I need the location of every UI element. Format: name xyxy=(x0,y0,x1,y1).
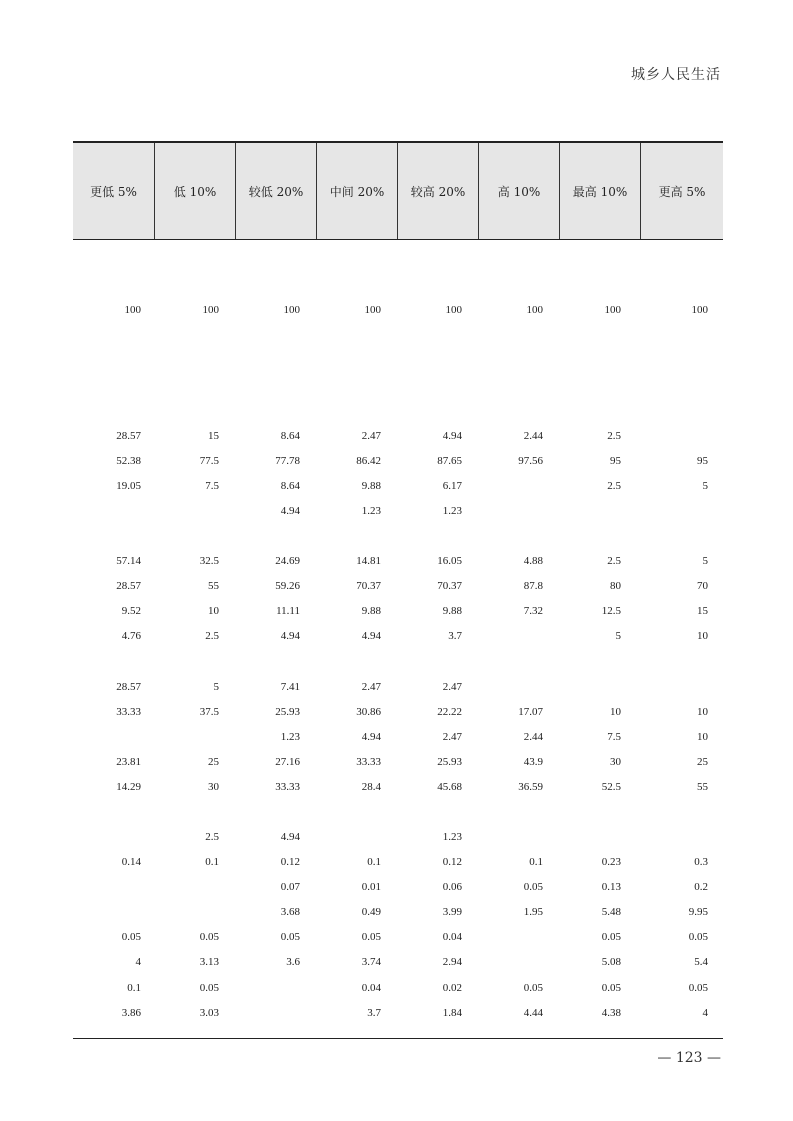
table-cell: 27.16 xyxy=(275,756,300,768)
column-header: 更高 5% xyxy=(658,184,706,199)
table-cell xyxy=(149,501,219,521)
table-cell: 3.68 xyxy=(280,906,300,918)
table-cell: 5.48 xyxy=(601,906,621,918)
table-cell: 0.04 xyxy=(442,931,462,943)
table-cell: 2.5 xyxy=(205,831,219,843)
table-cell xyxy=(473,677,543,697)
table-cell: 28.57 xyxy=(116,681,141,693)
table-cell: 9.88 xyxy=(361,605,381,617)
table-cell: 4 xyxy=(135,956,141,968)
table-cell: 0.1 xyxy=(205,856,219,868)
table-cell: 33.33 xyxy=(275,781,300,793)
table-cell xyxy=(473,626,543,646)
table-cell: 57.14 xyxy=(116,555,141,567)
table-cell: 32.5 xyxy=(199,555,219,567)
table-row xyxy=(73,426,723,446)
table-cell: 0.3 xyxy=(694,856,708,868)
table-cell: 0.05 xyxy=(199,931,219,943)
table-cell: 80 xyxy=(610,580,621,592)
table-cell: 4.94 xyxy=(280,505,300,517)
table-cell: 5 xyxy=(615,630,621,642)
table-row xyxy=(73,551,723,571)
table-cell: 8.64 xyxy=(280,480,300,492)
table-cell: 3.7 xyxy=(367,1007,381,1019)
table-cell: 3.74 xyxy=(361,956,381,968)
table-cell: 3.86 xyxy=(121,1007,141,1019)
table-row xyxy=(73,626,723,646)
column-header: 最高 10% xyxy=(560,143,641,239)
table-cell: 8.64 xyxy=(280,430,300,442)
table-cell: 87.8 xyxy=(523,580,543,592)
table-cell xyxy=(638,677,708,697)
table-row xyxy=(73,852,723,872)
column-header: 高 10% xyxy=(479,143,560,239)
table-bottom-rule xyxy=(73,1038,723,1039)
table-cell: 45.68 xyxy=(437,781,462,793)
table-cell: 1.23 xyxy=(442,505,462,517)
table-cell: 0.1 xyxy=(529,856,543,868)
table-cell: 4.94 xyxy=(280,831,300,843)
running-header-title: 城乡人民生活 xyxy=(631,67,721,83)
table-cell: 3.7 xyxy=(448,630,462,642)
table-cell: 1.23 xyxy=(280,731,300,743)
table-cell: 28.57 xyxy=(116,580,141,592)
table-cell: 100 xyxy=(445,304,462,316)
table-cell: 9.88 xyxy=(442,605,462,617)
table-cell: 100 xyxy=(283,304,300,316)
table-cell: 9.52 xyxy=(121,605,141,617)
table-cell: 52.38 xyxy=(116,455,141,467)
table-cell xyxy=(311,827,381,847)
table-cell: 2.94 xyxy=(442,956,462,968)
table-cell: 0.05 xyxy=(601,931,621,943)
table-cell: 2.47 xyxy=(361,681,381,693)
table-cell: 95 xyxy=(697,455,708,467)
table-cell: 0.14 xyxy=(121,856,141,868)
table-cell: 0.2 xyxy=(694,881,708,893)
table-cell: 30.86 xyxy=(356,706,381,718)
table-cell: 2.5 xyxy=(607,480,621,492)
table-cell: 97.56 xyxy=(518,455,543,467)
table-cell: 30 xyxy=(610,756,621,768)
table-cell xyxy=(149,727,219,747)
table-cell: 9.95 xyxy=(688,906,708,918)
table-cell: 0.05 xyxy=(688,931,708,943)
table-header-row xyxy=(73,141,723,240)
column-header: 低 10% xyxy=(155,143,236,239)
table-cell: 25.93 xyxy=(437,756,462,768)
table-cell: 14.29 xyxy=(116,781,141,793)
table-cell: 0.04 xyxy=(361,982,381,994)
table-cell xyxy=(638,501,708,521)
table-cell xyxy=(71,727,141,747)
table-cell: 0.05 xyxy=(199,982,219,994)
table-cell xyxy=(71,501,141,521)
table-cell: 0.05 xyxy=(523,881,543,893)
table-cell: 23.81 xyxy=(116,756,141,768)
table-cell: 25.93 xyxy=(275,706,300,718)
table-row xyxy=(73,752,723,772)
table-cell: 0.05 xyxy=(688,982,708,994)
table-cell: 4.94 xyxy=(442,430,462,442)
table-cell xyxy=(473,476,543,496)
table-cell xyxy=(551,827,621,847)
table-cell: 0.23 xyxy=(601,856,621,868)
table-cell: 55 xyxy=(697,781,708,793)
table-cell: 2.47 xyxy=(442,731,462,743)
table-cell: 28.4 xyxy=(361,781,381,793)
table-cell: 2.5 xyxy=(607,430,621,442)
table-cell: 1.23 xyxy=(442,831,462,843)
table-cell: 16.05 xyxy=(437,555,462,567)
table-cell: 10 xyxy=(697,630,708,642)
column-header: 更低 5% xyxy=(73,143,155,239)
table-cell: 10 xyxy=(697,706,708,718)
table-cell: 100 xyxy=(364,304,381,316)
table-cell: 0.49 xyxy=(361,906,381,918)
table-cell: 5.4 xyxy=(694,956,708,968)
table-cell: 77.78 xyxy=(275,455,300,467)
table-cell: 0.12 xyxy=(280,856,300,868)
table-row xyxy=(73,576,723,596)
table-cell xyxy=(473,952,543,972)
table-cell: 0.05 xyxy=(601,982,621,994)
table-cell: 37.5 xyxy=(199,706,219,718)
table-cell: 33.33 xyxy=(116,706,141,718)
table-cell: 5 xyxy=(702,480,708,492)
table-cell: 0.05 xyxy=(361,931,381,943)
table-cell: 3.6 xyxy=(286,956,300,968)
table-cell: 7.5 xyxy=(205,480,219,492)
table-row xyxy=(73,601,723,621)
table-cell: 2.47 xyxy=(442,681,462,693)
table-cell: 7.5 xyxy=(607,731,621,743)
table-cell: 4.94 xyxy=(361,630,381,642)
table-row xyxy=(73,476,723,496)
table-cell: 100 xyxy=(691,304,708,316)
table-cell: 15 xyxy=(208,430,219,442)
table-cell: 0.02 xyxy=(442,982,462,994)
table-cell: 0.1 xyxy=(367,856,381,868)
table-cell: 25 xyxy=(697,756,708,768)
table-row xyxy=(73,1003,723,1023)
table-cell: 2.47 xyxy=(361,430,381,442)
table-cell xyxy=(149,902,219,922)
table-row xyxy=(73,827,723,847)
table-cell: 2.44 xyxy=(523,430,543,442)
table-cell: 1.84 xyxy=(442,1007,462,1019)
table-cell: 19.05 xyxy=(116,480,141,492)
column-header: 较高 20% xyxy=(398,143,479,239)
table-cell: 1.23 xyxy=(361,505,381,517)
table-row xyxy=(73,952,723,972)
table-cell: 4.94 xyxy=(280,630,300,642)
table-cell xyxy=(71,827,141,847)
table-cell: 4.38 xyxy=(601,1007,621,1019)
table-cell: 59.26 xyxy=(275,580,300,592)
table-row xyxy=(73,501,723,521)
table-cell: 6.17 xyxy=(442,480,462,492)
table-cell: 43.9 xyxy=(523,756,543,768)
table-cell: 28.57 xyxy=(116,430,141,442)
table-row xyxy=(73,877,723,897)
table-cell: 77.5 xyxy=(199,455,219,467)
table-cell xyxy=(71,877,141,897)
table-cell: 0.1 xyxy=(127,982,141,994)
table-row xyxy=(73,727,723,747)
table-cell: 100 xyxy=(526,304,543,316)
table-cell: 55 xyxy=(208,580,219,592)
table-row xyxy=(73,702,723,722)
table-cell xyxy=(473,927,543,947)
table-cell: 2.5 xyxy=(205,630,219,642)
table-cell: 36.59 xyxy=(518,781,543,793)
table-cell: 0.05 xyxy=(121,931,141,943)
table-row xyxy=(73,978,723,998)
table-cell: 24.69 xyxy=(275,555,300,567)
table-cell: 7.41 xyxy=(280,681,300,693)
table-cell: 9.88 xyxy=(361,480,381,492)
table-row xyxy=(73,677,723,697)
table-cell: 100 xyxy=(202,304,219,316)
table-cell: 0.06 xyxy=(442,881,462,893)
table-row xyxy=(73,300,723,320)
table-row xyxy=(73,777,723,797)
table-cell: 0.01 xyxy=(361,881,381,893)
table-cell: 11.11 xyxy=(276,605,300,617)
table-cell xyxy=(230,978,300,998)
table-row xyxy=(73,902,723,922)
table-cell: 17.07 xyxy=(518,706,543,718)
table-cell xyxy=(638,426,708,446)
table-cell: 52.5 xyxy=(601,781,621,793)
table-cell: 5 xyxy=(702,555,708,567)
table-cell: 0.13 xyxy=(601,881,621,893)
table-cell: 4.76 xyxy=(121,630,141,642)
table-cell xyxy=(638,827,708,847)
table-cell: 70.37 xyxy=(356,580,381,592)
table-cell: 5.08 xyxy=(601,956,621,968)
table-cell: 10 xyxy=(697,731,708,743)
table-cell: 5 xyxy=(213,681,219,693)
table-cell: 12.5 xyxy=(601,605,621,617)
column-header: 较低 20% xyxy=(236,143,317,239)
table-cell: 100 xyxy=(124,304,141,316)
table-cell: 87.65 xyxy=(437,455,462,467)
table-cell xyxy=(551,677,621,697)
table-row xyxy=(73,451,723,471)
table-cell: 4 xyxy=(702,1007,708,1019)
table-cell: 15 xyxy=(697,605,708,617)
table-cell: 25 xyxy=(208,756,219,768)
table-cell: 33.33 xyxy=(356,756,381,768)
table-cell xyxy=(230,1003,300,1023)
table-cell: 86.42 xyxy=(356,455,381,467)
table-cell: 4.94 xyxy=(361,731,381,743)
table-cell xyxy=(473,827,543,847)
table-cell: 0.12 xyxy=(442,856,462,868)
table-cell: 4.44 xyxy=(523,1007,543,1019)
column-header: 中间 20% xyxy=(317,143,398,239)
table-cell xyxy=(149,877,219,897)
table-cell: 0.05 xyxy=(523,982,543,994)
table-cell xyxy=(551,501,621,521)
table-cell: 95 xyxy=(610,455,621,467)
table-cell: 2.5 xyxy=(607,555,621,567)
table-cell: 10 xyxy=(610,706,621,718)
table-cell: 7.32 xyxy=(523,605,543,617)
table-cell: 3.99 xyxy=(442,906,462,918)
table-cell: 22.22 xyxy=(437,706,462,718)
table-cell: 70.37 xyxy=(437,580,462,592)
table-cell: 2.44 xyxy=(523,731,543,743)
table-cell: 1.95 xyxy=(523,906,543,918)
table-cell xyxy=(71,902,141,922)
table-cell xyxy=(473,501,543,521)
table-cell: 30 xyxy=(208,781,219,793)
table-cell: 0.07 xyxy=(280,881,300,893)
table-cell: 0.05 xyxy=(280,931,300,943)
table-cell: 10 xyxy=(208,605,219,617)
table-cell: 14.81 xyxy=(356,555,381,567)
table-cell: 3.03 xyxy=(199,1007,219,1019)
table-cell: 3.13 xyxy=(199,956,219,968)
table-cell: 70 xyxy=(697,580,708,592)
table-cell: 4.88 xyxy=(523,555,543,567)
table-row xyxy=(73,927,723,947)
page-number: — 123 — xyxy=(657,1050,721,1066)
table-cell: 100 xyxy=(604,304,621,316)
